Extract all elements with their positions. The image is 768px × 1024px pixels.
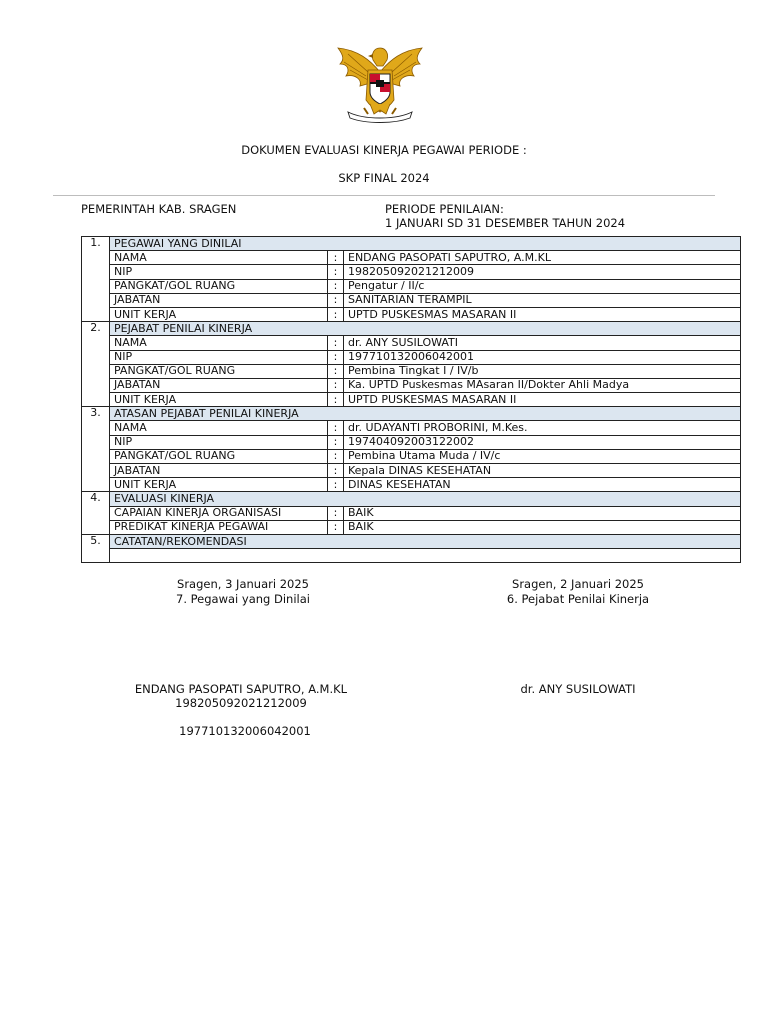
field-value: ENDANG PASOPATI SAPUTRO, A.M.KL — [344, 251, 741, 265]
table-row — [82, 279, 741, 293]
field-value: SANITARIAN TERAMPIL — [344, 293, 741, 307]
table-row — [82, 464, 741, 478]
field-value: Kepala DINAS KESEHATAN — [344, 464, 741, 478]
field-label: NIP — [110, 435, 328, 449]
field-value: Ka. UPTD Puskesmas MAsaran II/Dokter Ahli Madya — [344, 378, 741, 392]
table-row — [82, 293, 741, 307]
field-separator: : — [328, 478, 344, 492]
left-sign-date: Sragen, 3 Januari 2025 — [177, 577, 309, 591]
field-separator: : — [328, 464, 344, 478]
field-label: UNIT KERJA — [110, 307, 328, 321]
field-label: NAMA — [110, 336, 328, 350]
field-label: CAPAIAN KINERJA ORGANISASI — [110, 506, 328, 520]
field-label: NIP — [110, 350, 328, 364]
document-subtitle: SKP FINAL 2024 — [338, 171, 430, 185]
field-label: UNIT KERJA — [110, 478, 328, 492]
instansi-label: PEMERINTAH KAB. SRAGEN — [81, 202, 237, 216]
table-row — [82, 378, 741, 392]
table-row — [82, 549, 741, 563]
field-value: BAIK — [344, 506, 741, 520]
table-row — [82, 435, 741, 449]
left-sign-nip: 198205092021212009 — [175, 696, 307, 710]
section-title: EVALUASI KINERJA — [110, 492, 741, 506]
field-label: PANGKAT/GOL RUANG — [110, 449, 328, 463]
section-number: 2. — [82, 322, 110, 407]
notes-cell — [110, 549, 741, 563]
section-header-row — [82, 237, 741, 251]
field-separator: : — [328, 251, 344, 265]
table-row — [82, 421, 741, 435]
field-value: Pengatur / II/c — [344, 279, 741, 293]
field-value: UPTD PUSKESMAS MASARAN II — [344, 307, 741, 321]
left-sign-role: 7. Pegawai yang Dinilai — [176, 592, 310, 606]
field-separator: : — [328, 265, 344, 279]
periode-label: PERIODE PENILAIAN: — [385, 202, 504, 216]
table-row — [82, 364, 741, 378]
section-title: CATATAN/REKOMENDASI — [110, 534, 741, 548]
table-row — [82, 251, 741, 265]
field-label: NAMA — [110, 251, 328, 265]
field-value: Pembina Tingkat I / IV/b — [344, 364, 741, 378]
field-label: PANGKAT/GOL RUANG — [110, 279, 328, 293]
field-value: 197710132006042001 — [344, 350, 741, 364]
section-number: 3. — [82, 407, 110, 492]
table-row — [82, 393, 741, 407]
table-row — [82, 350, 741, 364]
evaluation-table — [81, 236, 741, 563]
table-row — [82, 506, 741, 520]
section-title: PEJABAT PENILAI KINERJA — [110, 322, 741, 336]
garuda-emblem-icon — [334, 42, 426, 124]
field-label: PREDIKAT KINERJA PEGAWAI — [110, 520, 328, 534]
section-header-row — [82, 407, 741, 421]
field-label: NAMA — [110, 421, 328, 435]
field-separator: : — [328, 279, 344, 293]
document-title: DOKUMEN EVALUASI KINERJA PEGAWAI PERIODE : — [241, 143, 527, 157]
section-header-row — [82, 534, 741, 548]
right-sign-nip: 197710132006042001 — [179, 724, 311, 738]
field-separator: : — [328, 336, 344, 350]
field-value: dr. ANY SUSILOWATI — [344, 336, 741, 350]
field-separator: : — [328, 350, 344, 364]
field-separator: : — [328, 520, 344, 534]
section-title: PEGAWAI YANG DINILAI — [110, 237, 741, 251]
field-value: dr. UDAYANTI PROBORINI, M.Kes. — [344, 421, 741, 435]
field-value: 197404092003122002 — [344, 435, 741, 449]
section-header-row — [82, 322, 741, 336]
field-label: JABATAN — [110, 464, 328, 478]
field-value: UPTD PUSKESMAS MASARAN II — [344, 393, 741, 407]
field-label: JABATAN — [110, 293, 328, 307]
field-value: 198205092021212009 — [344, 265, 741, 279]
left-sign-name: ENDANG PASOPATI SAPUTRO, A.M.KL — [134, 682, 348, 696]
right-sign-date: Sragen, 2 Januari 2025 — [512, 577, 644, 591]
right-sign-name: dr. ANY SUSILOWATI — [520, 682, 636, 696]
field-value: DINAS KESEHATAN — [344, 478, 741, 492]
section-title: ATASAN PEJABAT PENILAI KINERJA — [110, 407, 741, 421]
field-separator: : — [328, 378, 344, 392]
field-separator: : — [328, 393, 344, 407]
field-label: NIP — [110, 265, 328, 279]
field-label: JABATAN — [110, 378, 328, 392]
header-divider — [53, 195, 715, 196]
field-separator: : — [328, 435, 344, 449]
table-row — [82, 478, 741, 492]
periode-value: 1 JANUARI SD 31 DESEMBER TAHUN 2024 — [385, 216, 626, 230]
table-row — [82, 265, 741, 279]
table-row — [82, 307, 741, 321]
section-header-row — [82, 492, 741, 506]
table-row — [82, 449, 741, 463]
field-label: UNIT KERJA — [110, 393, 328, 407]
field-separator: : — [328, 293, 344, 307]
table-row — [82, 336, 741, 350]
field-separator: : — [328, 307, 344, 321]
section-number: 1. — [82, 237, 110, 322]
right-sign-role: 6. Pejabat Penilai Kinerja — [506, 592, 650, 606]
field-separator: : — [328, 449, 344, 463]
field-label: PANGKAT/GOL RUANG — [110, 364, 328, 378]
field-separator: : — [328, 506, 344, 520]
section-number: 5. — [82, 534, 110, 562]
field-value: BAIK — [344, 520, 741, 534]
field-value: Pembina Utama Muda / IV/c — [344, 449, 741, 463]
field-separator: : — [328, 421, 344, 435]
table-row — [82, 520, 741, 534]
field-separator: : — [328, 364, 344, 378]
section-number: 4. — [82, 492, 110, 535]
